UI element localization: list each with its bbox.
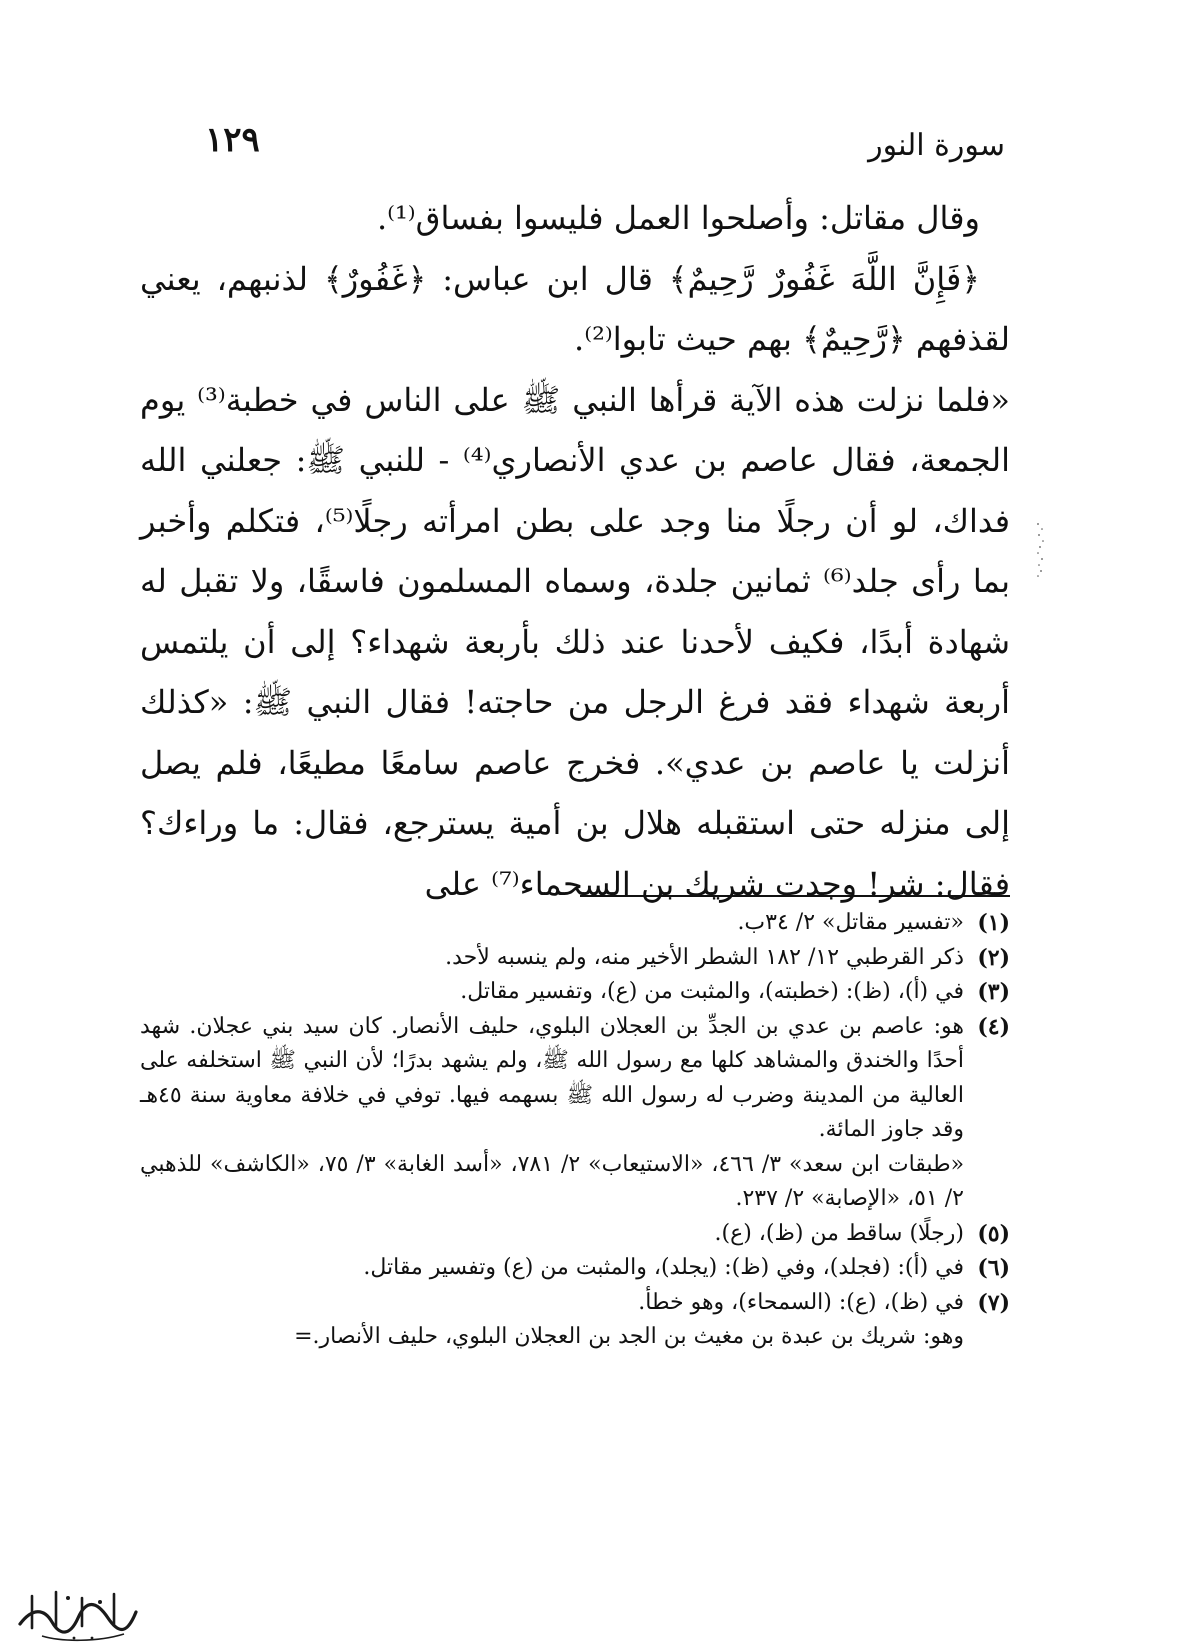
paragraph: وقال مقاتل: وأصلحوا العمل فليسوا بفساق⁽¹⁾. bbox=[376, 199, 980, 237]
footnote-text: هو: عاصم بن عدي بن الجدِّ بن العجلان البلوي، حليف الأنصار. كان سيد بني عجلان. شهد أحدًا والخندق والمشاهد كلها مع رسول الله ﷺ، ولم يشهد بدرًا؛ لأن النبي ﷺ استخلفه على العالية من المدينة وضرب له رسول الله ﷺ بسهمه فيها. توفي في خلافة معاوية سنة ٤٥هـ وقد جاوز المائة. bbox=[140, 1013, 964, 1142]
footnote-text: (رجلًا) ساقط من (ظ)، (ع). bbox=[714, 1220, 964, 1246]
footnote-number: (٧) bbox=[977, 1289, 1010, 1316]
running-title: سورة النور bbox=[868, 128, 1005, 163]
footnote bbox=[140, 1010, 1010, 1148]
footnote-text: ذكر القرطبي ١٢/ ١٨٢ الشطر الأخير منه، ولم ينسبه لأحد. bbox=[445, 944, 964, 970]
footnote-text: في (ظ)، (ع): (السمحاء)، وهو خطأ. bbox=[638, 1289, 964, 1315]
main-text bbox=[140, 188, 1010, 914]
footnote bbox=[140, 906, 1010, 941]
paragraph: ﴿فَإِنَّ اللَّهَ غَفُورٌ رَّحِيمٌ﴾ قال ابن عباس: ﴿غَفُورٌ﴾ لذنبهم، يعني لقذفهم ﴿رَّحِيمٌ﴾ بهم حيث تابوا⁽²⁾. bbox=[140, 259, 1010, 358]
page-number: ١٢٩ bbox=[205, 120, 260, 160]
footnote-number: (٤) bbox=[977, 1013, 1010, 1040]
footnote-text: في (أ)، (ظ): (خطبته)، والمثبت من (ع)، وتفسير مقاتل. bbox=[460, 979, 964, 1004]
footnote-separator bbox=[580, 895, 1010, 897]
footnotes bbox=[140, 906, 1010, 1355]
footnote-number: (١) bbox=[977, 910, 1010, 936]
footnote bbox=[140, 1286, 1010, 1321]
footnote bbox=[140, 1251, 1010, 1286]
footnote bbox=[140, 1217, 1010, 1252]
footnote-text: «تفسير مقاتل» ٢/ ٣٤ب. bbox=[737, 910, 964, 935]
margin-speckle bbox=[1035, 520, 1047, 580]
footnote-number: (٢) bbox=[977, 944, 1010, 971]
footnote-continuation: وهو: شريك بن عبدة بن مغيث بن الجد بن العجلان البلوي، حليف الأنصار.= bbox=[294, 1324, 964, 1349]
publisher-logo bbox=[12, 1578, 142, 1646]
footnote-text: في (أ): (فجلد)، وفي (ظ): (يجلد)، والمثبت من (ع) وتفسير مقاتل. bbox=[363, 1255, 964, 1280]
paragraph: «فلما نزلت هذه الآية قرأها النبي ﷺ على الناس في خطبة⁽³⁾ يوم الجمعة، فقال عاصم بن عدي الأنصاري⁽⁴⁾ - للنبي ﷺ: جعلني الله فداك، لو أن رجلًا منا وجد على بطن امرأته رجلًا⁽⁵⁾، فتكلم وأخبر بما رأى جلد⁽⁶⁾ ثمانين جلدة، وسماه المسلمون فاسقًا، ولا تقبل له شهادة أبدًا، فكيف لأحدنا عند ذلك بأربعة شهداء؟ إلى أن يلتمس أربعة شهداء فقد فرغ الرجل من حاجته! فقال النبي ﷺ: «كذلك أنزلت يا عاصم بن عدي». فخرج عاصم سامعًا مطيعًا، فلم يصل إلى منزله حتى استقبله هلال بن أمية يسترجع، فقال: ما وراءك؟ فقال: شر! وجدت شريك بن السحماء⁽⁷⁾ على bbox=[140, 380, 1011, 903]
footnote-number: (٦) bbox=[977, 1255, 1010, 1281]
footnote bbox=[140, 975, 1010, 1010]
footnote-number: (٣) bbox=[977, 979, 1010, 1005]
footnote-continuation: «طبقات ابن سعد» ٣/ ٤٦٦، «الاستيعاب» ٢/ ٧٨١، «أسد الغابة» ٣/ ٧٥، «الكاشف» للذهبي ٢/ ٥١، «الإصابة» ٢/ ٢٣٧. bbox=[140, 1151, 965, 1211]
footnote-number: (٥) bbox=[977, 1220, 1010, 1247]
footnote bbox=[140, 941, 1010, 976]
